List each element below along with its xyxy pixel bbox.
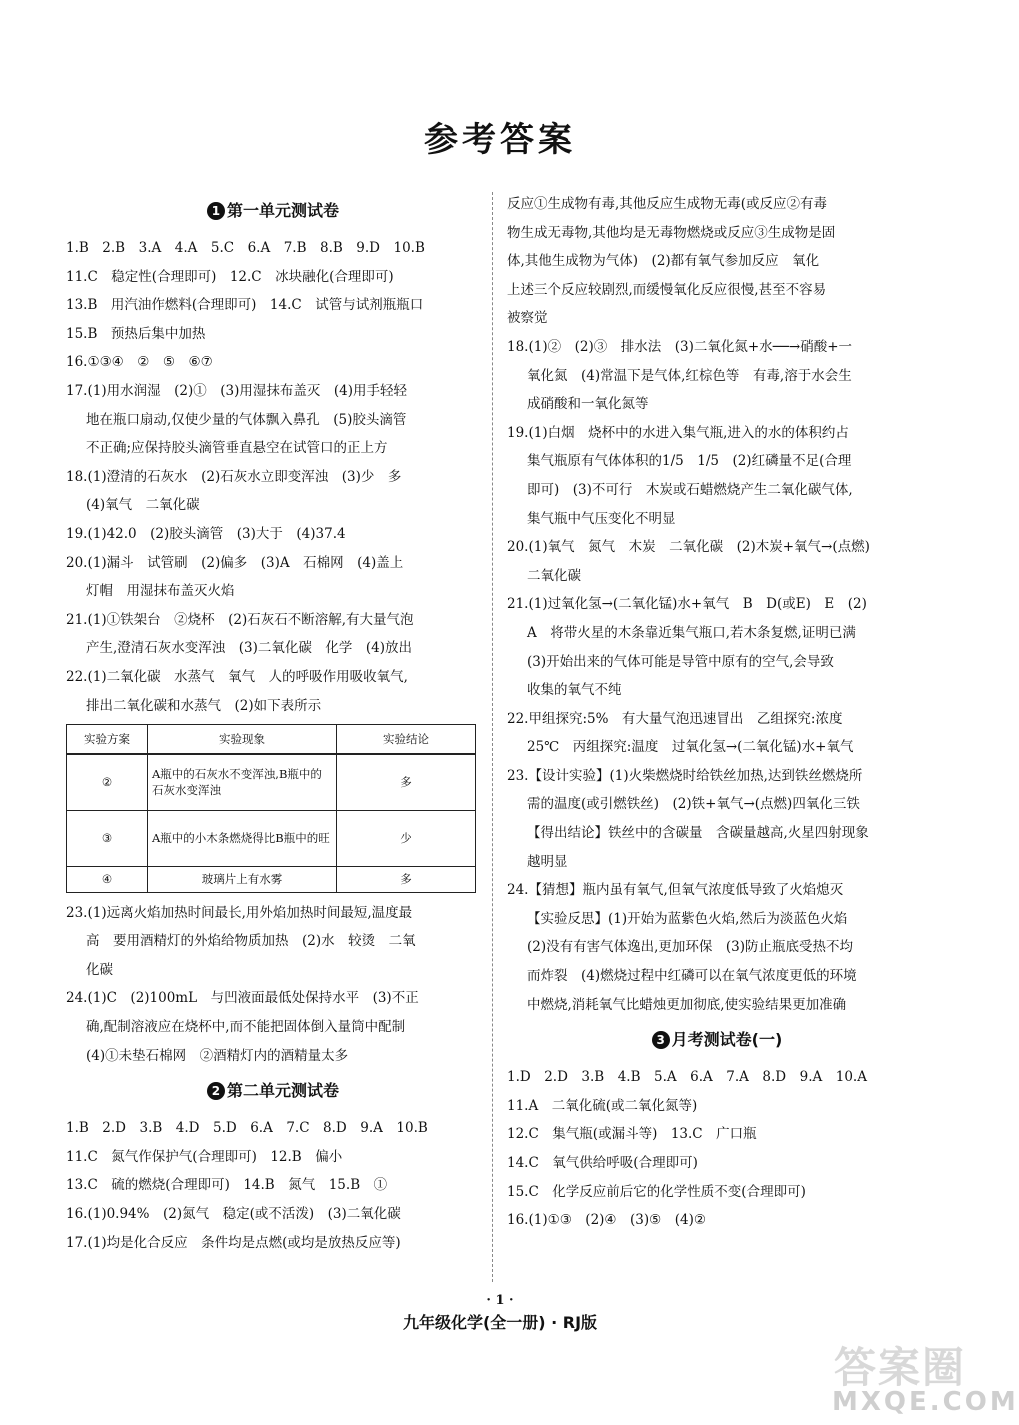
- answer-line: 被察觉: [507, 310, 548, 327]
- table-cell: A瓶中的石灰水不变浑浊,B瓶中的石灰水变浑浊: [148, 754, 337, 810]
- answer-line: 18.(1)澄清的石灰水 (2)石灰水立即变浑浊 (3)少 多: [66, 468, 402, 485]
- answer-line: 越明显: [527, 853, 568, 870]
- answer-line: 17.(1)均是化合反应 条件均是点燃(或均是放热反应等): [66, 1234, 401, 1251]
- table-header: 实验方案: [67, 725, 148, 755]
- watermark-text-top: 答案圈: [834, 1343, 967, 1392]
- answer-line: 不正确;应保持胶头滴管垂直悬空在试管口的正上方: [86, 440, 388, 457]
- answer-line: 【得出结论】铁丝中的含碳量 含碳量越高,火星四射现象: [527, 825, 869, 842]
- answer-line: 排出二氧化碳和水蒸气 (2)如下表所示: [86, 697, 322, 714]
- answer-line: 确,配制溶液应在烧杯中,而不能把固体倒入量筒中配制: [86, 1018, 406, 1035]
- answer-line: 15.B 预热后集中加热: [66, 325, 206, 342]
- table-header: 实验现象: [148, 725, 337, 755]
- answer-line: 18.(1)② (2)③ 排水法 (3)二氧化氮+水──→硝酸+一: [507, 338, 853, 355]
- answer-line: 12.C 集气瓶(或漏斗等) 13.C 广口瓶: [507, 1126, 757, 1143]
- answer-line: 20.(1)氧气 氮气 木炭 二氧化碳 (2)木炭+氧气→(点燃): [507, 539, 870, 556]
- answer-line: 收集的氧气不纯: [527, 682, 622, 699]
- answer-line: 22.甲组探究:5% 有大量气泡迅速冒出 乙组探究:浓度: [507, 710, 843, 727]
- answer-line: 23.(1)远离火焰加热时间最长,用外焰加热时间最短,温度最: [66, 904, 413, 921]
- answer-line: 即可) (3)不可行 木炭或石蜡燃烧产生二氧化碳气体,: [527, 481, 853, 498]
- answer-line: 24.(1)C (2)100mL 与凹液面最低处保持水平 (3)不正: [66, 990, 419, 1007]
- table-cell: 多: [337, 754, 476, 810]
- answer-line: (4)①未垫石棉网 ②酒精灯内的酒精量太多: [86, 1047, 349, 1064]
- section-title: 第一单元测试卷: [226, 201, 339, 220]
- answer-line: 高 要用酒精灯的外焰给物质加热 (2)水 较烫 二氧: [86, 933, 416, 950]
- section-number-badge: 1: [207, 202, 225, 220]
- section-heading-unit1: [66, 200, 480, 222]
- answer-line: 上述三个反应较剧烈,而缓慢氧化反应很慢,甚至不容易: [507, 281, 827, 298]
- page-number: · 1 ·: [486, 1293, 514, 1308]
- watermark-logo: [826, 1335, 1019, 1421]
- answer-line: 14.C 氧气供给呼吸(合理即可): [507, 1155, 698, 1171]
- answer-line: 中燃烧,消耗氧气比蜡烛更加彻底,使实验结果更加准确: [527, 996, 847, 1013]
- watermark-text-bottom: MXQE.COM: [832, 1387, 1019, 1417]
- section-heading-monthly-test: [507, 1029, 927, 1051]
- answer-line: 16.(1)①③ (2)④ (3)⑤ (4)②: [507, 1212, 706, 1229]
- answer-line: (4)氧气 二氧化碳: [86, 497, 200, 514]
- answer-line: 19.(1)白烟 烧杯中的水进入集气瓶,进入的水的体积约占: [507, 424, 849, 441]
- book-footer: 九年级化学(全一册) · RJ版: [402, 1313, 598, 1332]
- table-header-row: [67, 725, 476, 755]
- answer-line: 21.(1)①铁架台 ②烧杯 (2)石灰石不断溶解,有大量气泡: [66, 611, 414, 628]
- table-row: [67, 754, 476, 810]
- answer-line: 11.C 氮气作保护气(合理即可) 12.B 偏小: [66, 1148, 343, 1165]
- table-row: [67, 866, 476, 892]
- answer-line: 13.B 用汽油作燃料(合理即可) 14.C 试管与试剂瓶瓶口: [66, 297, 424, 314]
- answer-line: 而炸裂 (4)燃烧过程中红磷可以在氧气浓度更低的环境: [527, 968, 857, 985]
- answer-line: 地在瓶口扇动,仅使少量的气体飘入鼻孔 (5)胶头滴管: [86, 411, 407, 428]
- answer-line: 集气瓶中气压变化不明显: [527, 510, 676, 527]
- answer-line: 产生,澄清石灰水变浑浊 (3)二氧化碳 化学 (4)放出: [86, 640, 413, 657]
- answer-line: 16.①③④ ② ⑤ ⑥⑦: [66, 354, 213, 371]
- answer-line: 1.D 2.D 3.B 4.B 5.A 6.A 7.A 8.D 9.A 10.A: [507, 1069, 867, 1086]
- table-cell: 多: [337, 866, 476, 892]
- answer-line: 氧化氮 (4)常温下是气体,红棕色等 有毒,溶于水会生: [527, 367, 852, 384]
- answer-line: 二氧化碳: [527, 567, 581, 584]
- answer-line: A 将带火星的木条靠近集气瓶口,若木条复燃,证明已满: [527, 624, 856, 641]
- answer-line: (2)没有有害气体逸出,更加环保 (3)防止瓶底受热不均: [527, 939, 854, 956]
- answer-line: 灯帽 用湿抹布盖灭火焰: [86, 583, 235, 600]
- section-heading-unit2: [66, 1080, 480, 1102]
- answer-line: 物生成无毒物,其他均是无毒物燃烧或反应③生成物是固: [507, 224, 836, 241]
- section-title: 月考测试卷(一): [671, 1030, 783, 1050]
- answer-line: 20.(1)漏斗 试管刷 (2)偏多 (3)A 石棉网 (4)盖上: [66, 554, 404, 571]
- page-title: 参考答案: [424, 120, 576, 160]
- answer-line: 21.(1)过氧化氢→(二氧化锰)水+氧气 B D(或E) E (2): [507, 596, 867, 613]
- answer-line: 1.B 2.D 3.B 4.D 5.D 6.A 7.C 8.D 9.A 10.B: [66, 1120, 428, 1137]
- answer-line: 17.(1)用水润湿 (2)① (3)用湿抹布盖灭 (4)用手轻轻: [66, 382, 407, 399]
- answer-line: 【实验反思】(1)开始为蓝紫色火焰,然后为淡蓝色火焰: [527, 910, 848, 927]
- table-cell: ②: [67, 754, 148, 810]
- table-cell: A瓶中的小木条燃烧得比B瓶中的旺: [148, 810, 337, 866]
- answer-line: 集气瓶原有气体体积的1/5 1/5 (2)红磷量不足(合理: [527, 453, 852, 470]
- table-cell: ④: [67, 866, 148, 892]
- answer-line: 体,其他生成物为气体) (2)都有氧气参加反应 氧化: [507, 253, 820, 270]
- answer-line: 16.(1)0.94% (2)氮气 稳定(或不活泼) (3)二氧化碳: [66, 1205, 401, 1222]
- answer-line: 11.A 二氧化硫(或二氧化氮等): [507, 1097, 698, 1114]
- answer-line: 化碳: [86, 961, 113, 978]
- section-number-badge: 2: [207, 1082, 225, 1100]
- table-cell: 少: [337, 810, 476, 866]
- answer-line: 15.C 化学反应前后它的化学性质不变(合理即可): [507, 1183, 806, 1200]
- answer-line: 需的温度(或引燃铁丝) (2)铁+氧气→(点燃)四氧化三铁: [527, 796, 860, 813]
- section-number-badge: 3: [652, 1031, 670, 1049]
- section-title: 第二单元测试卷: [226, 1081, 339, 1101]
- answer-line: 23.【设计实验】(1)火柴燃烧时给铁丝加热,达到铁丝燃烧所: [507, 767, 863, 784]
- answer-line: 19.(1)42.0 (2)胶头滴管 (3)大于 (4)37.4: [66, 525, 346, 542]
- answer-line: 13.C 硫的燃烧(合理即可) 14.B 氮气 15.B ①: [66, 1177, 388, 1194]
- answer-line: 11.C 稳定性(合理即可) 12.C 冰块融化(合理即可): [66, 268, 394, 285]
- table-header: 实验结论: [337, 725, 476, 755]
- answer-line: (3)开始出来的气体可能是导管中原有的空气,会导致: [527, 653, 834, 670]
- experiment-table: [66, 724, 476, 893]
- table-cell: 玻璃片上有水雾: [148, 866, 337, 892]
- table-cell: ③: [67, 810, 148, 866]
- right-column: [507, 190, 927, 1235]
- column-divider: [492, 192, 493, 1282]
- left-column: [66, 190, 480, 1257]
- answer-line: 反应①生成物有毒,其他反应生成物无毒(或反应②有毒: [507, 196, 828, 212]
- table-row: [67, 810, 476, 866]
- answer-line: 22.(1)二氧化碳 水蒸气 氧气 人的呼吸作用吸收氧气,: [66, 668, 408, 685]
- answer-line: 24.【猜想】瓶内虽有氧气,但氧气浓度低导致了火焰熄灭: [507, 882, 844, 899]
- answer-line: 成硝酸和一氧化氮等: [527, 396, 649, 413]
- answer-line: 25℃ 丙组探究:温度 过氧化氢→(二氧化锰)水+氧气: [527, 739, 854, 756]
- answer-line: 1.B 2.B 3.A 4.A 5.C 6.A 7.B 8.B 9.D 10.B: [66, 240, 425, 256]
